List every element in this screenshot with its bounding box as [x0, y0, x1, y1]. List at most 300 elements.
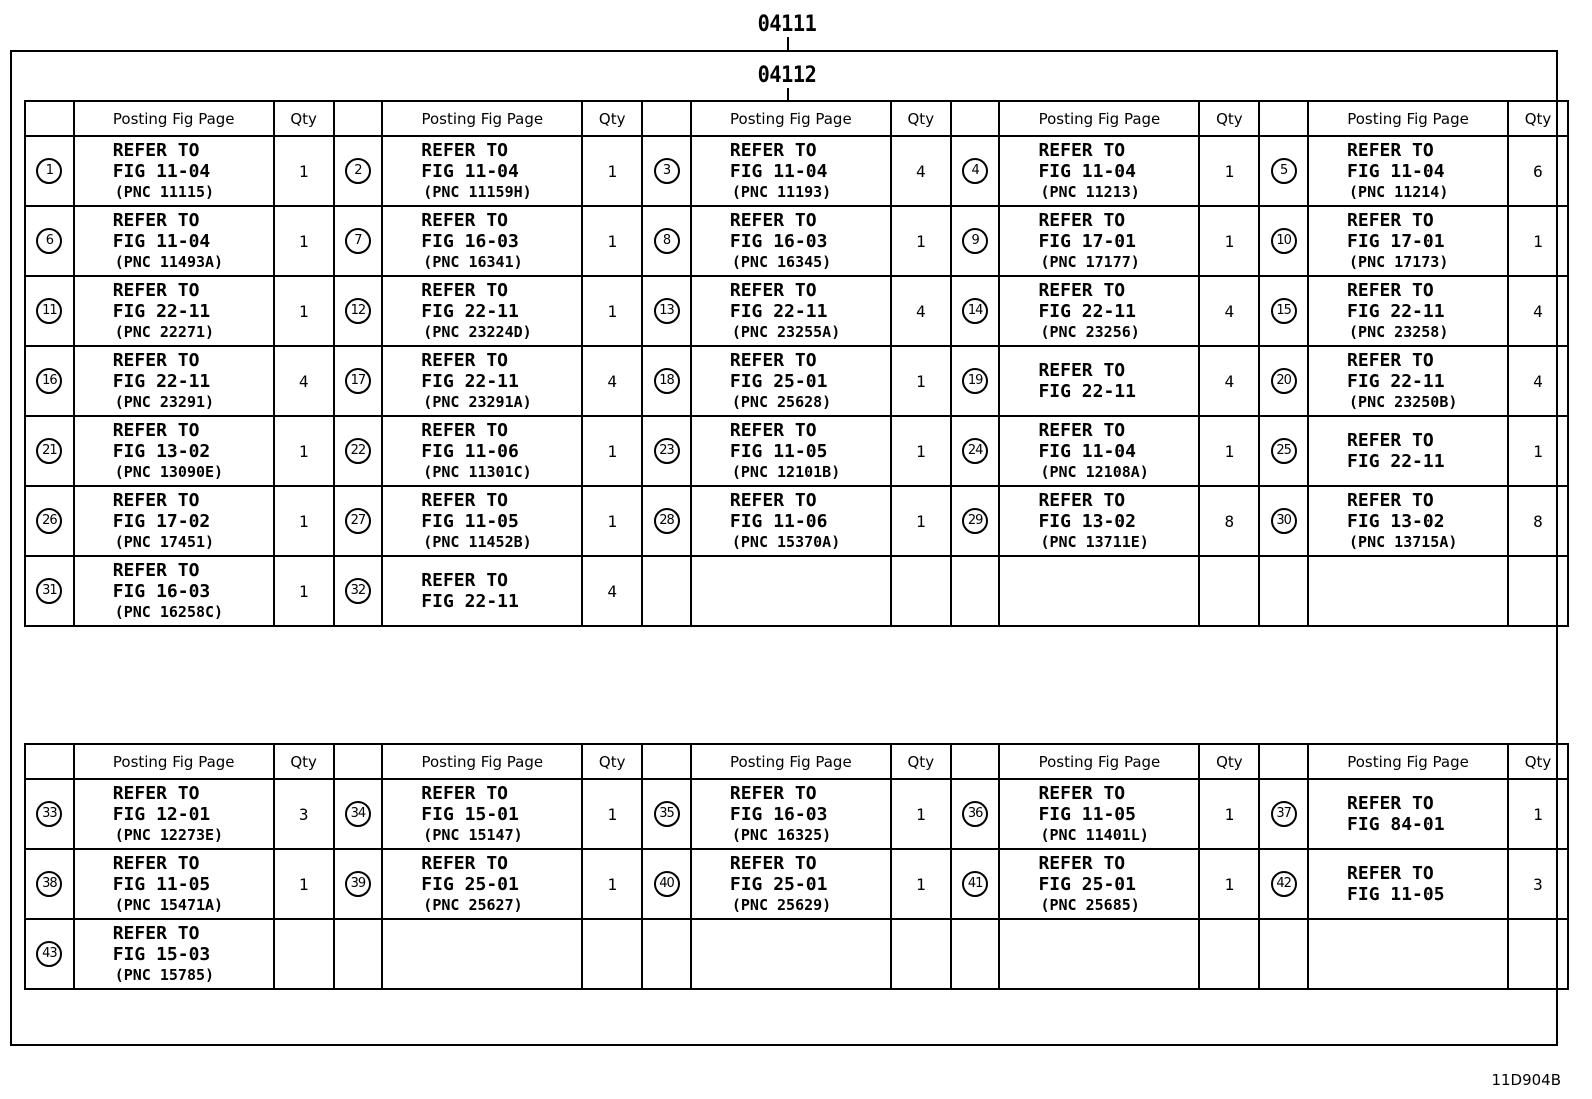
item-number-badge: 4 [962, 158, 988, 184]
pnc-code: (PNC 12101B) [731, 463, 841, 481]
index-cell [642, 136, 691, 206]
refer-to-text: REFER TO [1038, 280, 1126, 301]
index-cell [951, 346, 1000, 416]
reference-cell [1308, 486, 1508, 556]
figure-reference[interactable]: FIG 25-01 [421, 874, 519, 895]
qty-cell: 4 [274, 346, 334, 416]
refer-to-text: REFER TO [1347, 350, 1434, 371]
index-cell [25, 556, 74, 626]
figure-reference[interactable]: FIG 13-02 [1347, 511, 1445, 532]
figure-reference[interactable]: FIG 22-11 [1038, 301, 1136, 322]
reference-cell [74, 416, 274, 486]
reference-cell [999, 346, 1199, 416]
reference-cell [999, 849, 1199, 919]
reference-cell [382, 919, 582, 989]
refer-to-text: REFER TO [421, 783, 508, 804]
reference-cell [74, 849, 274, 919]
pnc-code: (PNC 16325) [731, 826, 832, 844]
figure-reference[interactable]: FIG 11-06 [421, 441, 519, 462]
figure-reference[interactable]: FIG 11-04 [729, 161, 828, 182]
reference-cell [691, 416, 891, 486]
qty-cell: 4 [582, 346, 642, 416]
refer-to-text: REFER TO [112, 783, 200, 804]
index-cell [334, 556, 383, 626]
reference-cell [1308, 849, 1508, 919]
item-number-badge: 42 [1271, 871, 1297, 897]
pnc-code: (PNC 11159H) [423, 183, 532, 201]
refer-to-text: REFER TO [729, 210, 817, 231]
reference-cell [691, 276, 891, 346]
reference-cell [1308, 556, 1508, 626]
header-posting-fig-page: Posting Fig Page [999, 101, 1199, 136]
pnc-code: (PNC 23224D) [423, 323, 532, 341]
refer-to-text: REFER TO [421, 140, 508, 161]
qty-cell: 4 [1199, 346, 1259, 416]
figure-reference[interactable]: FIG 25-01 [729, 874, 828, 895]
reference-cell [999, 779, 1199, 849]
figure-reference[interactable]: FIG 22-11 [421, 591, 519, 612]
header-qty: Qty [891, 101, 951, 136]
reference-cell [74, 919, 274, 989]
pnc-code: (PNC 22271) [114, 323, 215, 341]
pnc-code: (PNC 17173) [1349, 253, 1449, 271]
index-cell [334, 849, 383, 919]
refer-to-text: REFER TO [1038, 210, 1126, 231]
header-index-cell [642, 744, 691, 779]
figure-reference[interactable]: FIG 11-05 [729, 441, 828, 462]
figure-reference[interactable]: FIG 22-11 [729, 301, 828, 322]
qty-cell: 1 [891, 346, 951, 416]
header-posting-fig-page: Posting Fig Page [382, 101, 582, 136]
leader-line-assembly [787, 37, 789, 51]
pnc-code: (PNC 23250B) [1349, 393, 1458, 411]
reference-cell [691, 486, 891, 556]
header-qty: Qty [891, 744, 951, 779]
header-posting-fig-page: Posting Fig Page [382, 744, 582, 779]
refer-to-text: REFER TO [112, 853, 200, 874]
reference-cell [999, 416, 1199, 486]
item-number-badge: 41 [962, 871, 988, 897]
figure-reference[interactable]: FIG 13-02 [1038, 511, 1136, 532]
pnc-code: (PNC 15370A) [731, 533, 841, 551]
item-number-badge: 26 [36, 508, 62, 534]
qty-cell [1508, 556, 1568, 626]
refer-to-text: REFER TO [112, 140, 200, 161]
refer-to-text: REFER TO [729, 853, 817, 874]
pnc-code: (PNC 11493A) [114, 253, 224, 271]
refer-to-text: REFER TO [1038, 140, 1126, 161]
pnc-code: (PNC 11213) [1040, 183, 1140, 201]
header-posting-fig-page: Posting Fig Page [691, 744, 891, 779]
qty-cell: 8 [1508, 486, 1568, 556]
qty-cell: 4 [1508, 276, 1568, 346]
table-row [25, 556, 1568, 626]
figure-reference[interactable]: FIG 17-01 [1347, 231, 1445, 252]
qty-cell: 1 [582, 779, 642, 849]
refer-to-text: REFER TO [112, 350, 200, 371]
item-number-badge: 36 [962, 801, 988, 827]
reference-cell [382, 486, 582, 556]
figure-reference[interactable]: FIG 11-05 [112, 874, 211, 895]
figure-reference[interactable]: FIG 22-11 [1038, 381, 1136, 402]
item-number-badge: 18 [654, 368, 680, 394]
pnc-code: (PNC 23255A) [731, 323, 841, 341]
header-row [25, 744, 1568, 779]
reference-cell [382, 346, 582, 416]
reference-cell [999, 919, 1199, 989]
refer-to-text: REFER TO [1038, 360, 1126, 381]
item-number-badge: 12 [345, 298, 371, 324]
qty-cell: 1 [582, 206, 642, 276]
qty-cell: 4 [891, 136, 951, 206]
qty-cell: 4 [1199, 276, 1259, 346]
figure-reference[interactable]: FIG 11-05 [1347, 884, 1445, 905]
reference-cell [691, 556, 891, 626]
figure-reference[interactable]: FIG 15-01 [421, 804, 519, 825]
reference-cell [999, 276, 1199, 346]
pnc-code: (PNC 11115) [114, 183, 215, 201]
refer-to-text: REFER TO [1347, 210, 1434, 231]
reference-cell [999, 206, 1199, 276]
index-cell [25, 919, 74, 989]
qty-cell: 1 [1508, 779, 1568, 849]
index-cell [25, 486, 74, 556]
index-cell [951, 919, 1000, 989]
qty-cell: 1 [582, 849, 642, 919]
reference-cell [999, 136, 1199, 206]
figure-reference[interactable]: FIG 16-03 [729, 804, 828, 825]
figure-reference[interactable]: FIG 84-01 [1347, 814, 1445, 835]
item-number-badge: 19 [962, 368, 988, 394]
pnc-code: (PNC 15471A) [114, 896, 224, 914]
item-number-badge: 38 [36, 871, 62, 897]
reference-cell [1308, 276, 1508, 346]
item-number-badge: 22 [345, 438, 371, 464]
reference-cell [1308, 919, 1508, 989]
item-number-badge: 40 [654, 871, 680, 897]
item-number-badge: 9 [962, 228, 988, 254]
figure-reference[interactable]: FIG 13-02 [112, 441, 211, 462]
refer-to-text: REFER TO [112, 490, 200, 511]
index-cell [951, 276, 1000, 346]
item-number-badge: 28 [654, 508, 680, 534]
index-cell [642, 779, 691, 849]
figure-reference[interactable]: FIG 17-01 [1038, 231, 1136, 252]
qty-cell: 1 [891, 779, 951, 849]
index-cell [951, 556, 1000, 626]
pnc-code: (PNC 17451) [114, 533, 215, 551]
index-cell [1259, 276, 1308, 346]
reference-cell [382, 136, 582, 206]
figure-reference[interactable]: FIG 22-11 [1347, 301, 1445, 322]
pnc-code: (PNC 17177) [1040, 253, 1140, 271]
figure-reference[interactable]: FIG 11-04 [112, 231, 211, 252]
table-header [25, 101, 1568, 136]
qty-cell: 1 [274, 849, 334, 919]
qty-cell: 1 [582, 486, 642, 556]
parts-reference-table-2 [24, 743, 1569, 990]
qty-cell: 1 [274, 276, 334, 346]
header-index-cell [1259, 744, 1308, 779]
refer-to-text: REFER TO [729, 140, 817, 161]
sub-assembly-code: 04112 [757, 63, 817, 88]
qty-cell: 8 [1199, 486, 1259, 556]
refer-to-text: REFER TO [729, 783, 817, 804]
figure-reference[interactable]: FIG 22-11 [1347, 371, 1445, 392]
index-cell [1259, 136, 1308, 206]
qty-cell: 4 [891, 276, 951, 346]
figure-reference[interactable]: FIG 22-11 [421, 301, 519, 322]
header-posting-fig-page: Posting Fig Page [999, 744, 1199, 779]
header-qty: Qty [1508, 744, 1568, 779]
reference-cell [1308, 779, 1508, 849]
reference-cell [691, 136, 891, 206]
reference-cell [691, 919, 891, 989]
table-row [25, 919, 1568, 989]
item-number-badge: 34 [345, 801, 371, 827]
index-cell [334, 486, 383, 556]
item-number-badge: 24 [962, 438, 988, 464]
reference-cell [74, 276, 274, 346]
figure-reference[interactable]: FIG 11-04 [1038, 161, 1136, 182]
pnc-code: (PNC 25629) [731, 896, 832, 914]
reference-cell [691, 849, 891, 919]
figure-reference[interactable]: FIG 12-01 [112, 804, 211, 825]
refer-to-text: REFER TO [421, 280, 508, 301]
header-index-cell [334, 101, 383, 136]
pnc-code: (PNC 15785) [114, 966, 215, 984]
index-cell [25, 346, 74, 416]
refer-to-text: REFER TO [421, 570, 508, 591]
item-number-badge: 7 [345, 228, 371, 254]
figure-reference[interactable]: FIG 11-04 [112, 161, 211, 182]
qty-cell [1199, 556, 1259, 626]
figure-reference[interactable]: FIG 11-04 [1347, 161, 1445, 182]
qty-cell: 1 [1508, 416, 1568, 486]
reference-cell [382, 206, 582, 276]
refer-to-text: REFER TO [112, 280, 200, 301]
table-body [25, 136, 1568, 626]
refer-to-text: REFER TO [112, 923, 200, 944]
parts-reference-table-1 [24, 100, 1569, 627]
header-qty: Qty [274, 101, 334, 136]
index-cell [642, 206, 691, 276]
refer-to-text: REFER TO [112, 420, 200, 441]
qty-cell: 1 [274, 136, 334, 206]
index-cell [1259, 556, 1308, 626]
index-cell [1259, 919, 1308, 989]
figure-reference[interactable]: FIG 22-11 [421, 371, 519, 392]
reference-cell [74, 556, 274, 626]
header-qty: Qty [274, 744, 334, 779]
qty-cell [891, 919, 951, 989]
table-header [25, 744, 1568, 779]
index-cell [334, 416, 383, 486]
item-number-badge: 27 [345, 508, 371, 534]
figure-reference[interactable]: FIG 22-11 [1347, 451, 1445, 472]
pnc-code: (PNC 16258C) [114, 603, 224, 621]
index-cell [25, 849, 74, 919]
pnc-code: (PNC 25628) [731, 393, 832, 411]
figure-reference[interactable]: FIG 11-05 [1038, 804, 1136, 825]
pnc-code: (PNC 12108A) [1040, 463, 1149, 481]
figure-reference[interactable]: FIG 11-04 [421, 161, 519, 182]
index-cell [642, 849, 691, 919]
refer-to-text: REFER TO [1347, 863, 1434, 884]
qty-cell [274, 919, 334, 989]
index-cell [951, 416, 1000, 486]
reference-cell [74, 486, 274, 556]
qty-cell: 3 [274, 779, 334, 849]
figure-reference[interactable]: FIG 22-11 [112, 301, 211, 322]
qty-cell: 1 [582, 416, 642, 486]
pnc-code: (PNC 11193) [731, 183, 832, 201]
qty-cell: 1 [891, 486, 951, 556]
refer-to-text: REFER TO [729, 420, 817, 441]
header-index-cell [334, 744, 383, 779]
item-number-badge: 37 [1271, 801, 1297, 827]
index-cell [951, 779, 1000, 849]
refer-to-text: REFER TO [1038, 490, 1126, 511]
index-cell [25, 276, 74, 346]
pnc-code: (PNC 23291A) [423, 393, 532, 411]
index-cell [334, 779, 383, 849]
reference-cell [1308, 206, 1508, 276]
index-cell [951, 136, 1000, 206]
index-cell [642, 556, 691, 626]
figure-reference[interactable]: FIG 25-01 [729, 371, 828, 392]
header-index-cell [25, 101, 74, 136]
qty-cell [582, 919, 642, 989]
reference-cell [382, 556, 582, 626]
item-number-badge: 5 [1271, 158, 1297, 184]
item-number-badge: 43 [36, 941, 62, 967]
figure-reference[interactable]: FIG 16-03 [729, 231, 828, 252]
table-row [25, 416, 1568, 486]
figure-reference[interactable]: FIG 11-04 [1038, 441, 1136, 462]
table-row [25, 206, 1568, 276]
item-number-badge: 14 [962, 298, 988, 324]
refer-to-text: REFER TO [1038, 420, 1126, 441]
figure-reference[interactable]: FIG 16-03 [421, 231, 519, 252]
item-number-badge: 17 [345, 368, 371, 394]
refer-to-text: REFER TO [1347, 430, 1434, 451]
refer-to-text: REFER TO [421, 490, 508, 511]
index-cell [642, 919, 691, 989]
pnc-code: (PNC 25685) [1040, 896, 1140, 914]
refer-to-text: REFER TO [729, 350, 817, 371]
reference-cell [74, 346, 274, 416]
header-posting-fig-page: Posting Fig Page [74, 744, 274, 779]
refer-to-text: REFER TO [421, 210, 508, 231]
index-cell [1259, 486, 1308, 556]
table-row [25, 849, 1568, 919]
item-number-badge: 20 [1271, 368, 1297, 394]
figure-reference[interactable]: FIG 11-06 [729, 511, 828, 532]
header-qty: Qty [582, 101, 642, 136]
header-qty: Qty [1508, 101, 1568, 136]
reference-cell [691, 779, 891, 849]
index-cell [642, 346, 691, 416]
item-number-badge: 29 [962, 508, 988, 534]
qty-cell: 1 [274, 556, 334, 626]
figure-reference[interactable]: FIG 22-11 [112, 371, 211, 392]
refer-to-text: REFER TO [1347, 793, 1434, 814]
refer-to-text: REFER TO [729, 280, 817, 301]
header-posting-fig-page: Posting Fig Page [1308, 744, 1508, 779]
qty-cell: 1 [274, 206, 334, 276]
figure-reference[interactable]: FIG 17-02 [112, 511, 211, 532]
item-number-badge: 2 [345, 158, 371, 184]
item-number-badge: 30 [1271, 508, 1297, 534]
item-number-badge: 13 [654, 298, 680, 324]
refer-to-text: REFER TO [112, 210, 200, 231]
item-number-badge: 10 [1271, 228, 1297, 254]
qty-cell: 1 [891, 416, 951, 486]
header-qty: Qty [1199, 744, 1259, 779]
qty-cell: 4 [582, 556, 642, 626]
item-number-badge: 3 [654, 158, 680, 184]
qty-cell: 1 [1199, 416, 1259, 486]
index-cell [1259, 849, 1308, 919]
pnc-code: (PNC 12273E) [114, 826, 224, 844]
header-row [25, 101, 1568, 136]
figure-reference[interactable]: FIG 25-01 [1038, 874, 1136, 895]
item-number-badge: 33 [36, 801, 62, 827]
refer-to-text: REFER TO [729, 490, 817, 511]
qty-cell [1508, 919, 1568, 989]
item-number-badge: 32 [345, 578, 371, 604]
pnc-code: (PNC 15147) [423, 826, 523, 844]
pnc-code: (PNC 13715A) [1349, 533, 1458, 551]
pnc-code: (PNC 25627) [423, 896, 523, 914]
index-cell [25, 779, 74, 849]
refer-to-text: REFER TO [421, 420, 508, 441]
reference-cell [999, 486, 1199, 556]
item-number-badge: 1 [36, 158, 62, 184]
qty-cell: 3 [1508, 849, 1568, 919]
pnc-code: (PNC 16345) [731, 253, 832, 271]
reference-cell [382, 849, 582, 919]
item-number-badge: 11 [36, 298, 62, 324]
reference-cell [1308, 346, 1508, 416]
reference-cell [999, 556, 1199, 626]
index-cell [334, 276, 383, 346]
refer-to-text: REFER TO [421, 350, 508, 371]
figure-reference[interactable]: FIG 15-03 [112, 944, 211, 965]
pnc-code: (PNC 23291) [114, 393, 215, 411]
figure-reference[interactable]: FIG 11-05 [421, 511, 519, 532]
index-cell [1259, 416, 1308, 486]
index-cell [25, 416, 74, 486]
qty-cell: 1 [1199, 206, 1259, 276]
reference-cell [382, 779, 582, 849]
pnc-code: (PNC 11401L) [1040, 826, 1149, 844]
qty-cell: 1 [582, 276, 642, 346]
qty-cell: 6 [1508, 136, 1568, 206]
drawing-code: 11D904B [1491, 1071, 1561, 1089]
qty-cell: 1 [1199, 849, 1259, 919]
figure-reference[interactable]: FIG 16-03 [112, 581, 211, 602]
index-cell [642, 416, 691, 486]
qty-cell: 1 [1508, 206, 1568, 276]
item-number-badge: 15 [1271, 298, 1297, 324]
qty-cell [1199, 919, 1259, 989]
pnc-code: (PNC 23256) [1040, 323, 1140, 341]
table-body [25, 779, 1568, 989]
item-number-badge: 21 [36, 438, 62, 464]
refer-to-text: REFER TO [421, 853, 508, 874]
